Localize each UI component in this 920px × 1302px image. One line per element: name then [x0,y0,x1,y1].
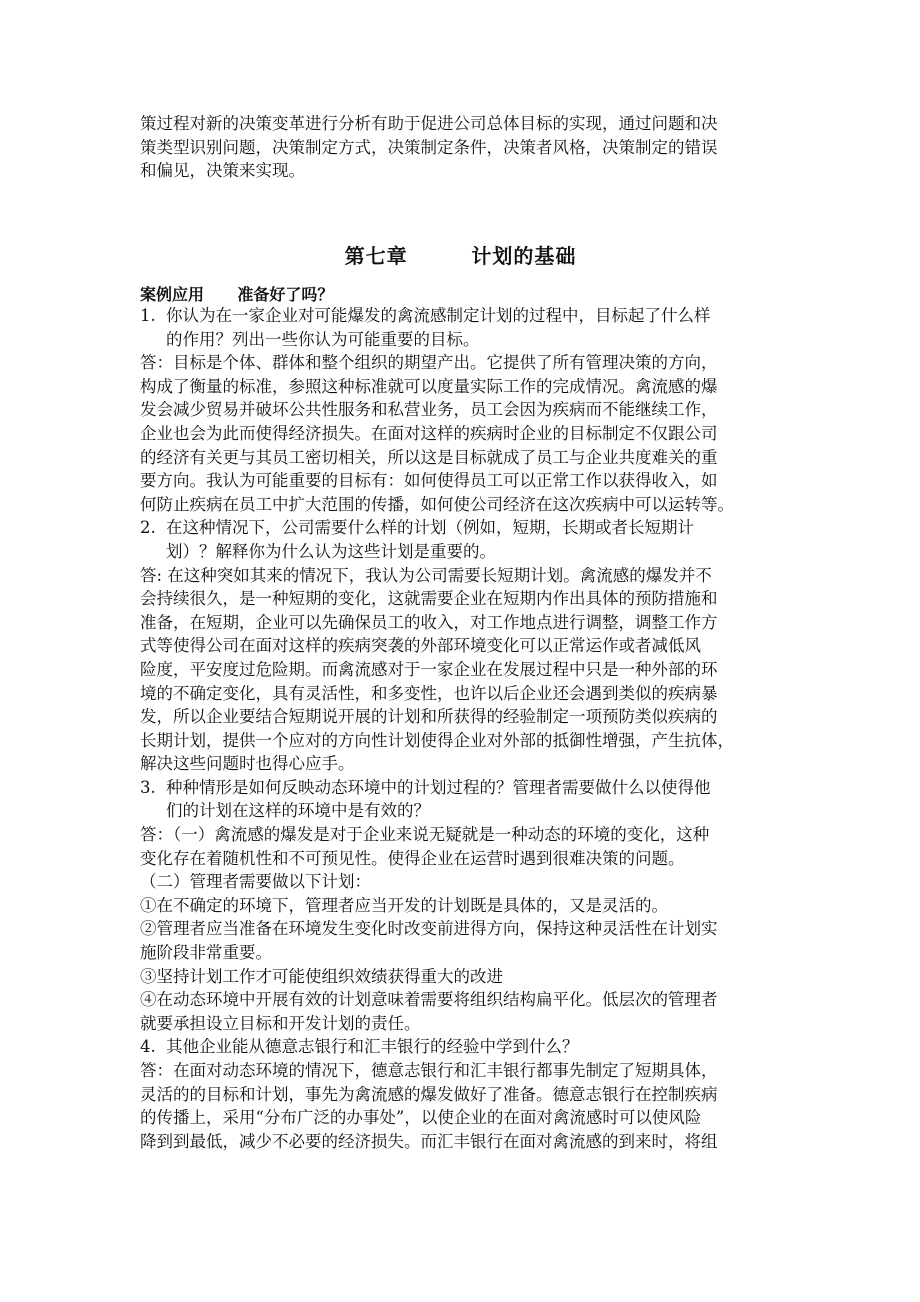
question-1 [140,304,781,351]
text-line: 答：（一）禽流感的爆发是对于企业来说无疑就是一种动态的环境的变化，这种 [140,825,710,845]
answer-2 [140,564,781,776]
question-number: 4. [140,1037,156,1057]
text-line: 境的不确定变化，具有灵活性，和多变性，也许以后企业还会遇到类似的疾病暴 [140,683,718,703]
text-line: ③坚持计划工作才可能使组织效绩获得重大的改进 [140,966,503,986]
text-line: 解决这些问题时也得心应手。 [140,754,355,774]
text-line: 要方向。我认为可能重要的目标有：如何使得员工可以正常工作以获得收入，如 [140,471,718,491]
text-line: 何防止疾病在员工中扩大范围的传播，如何使公司经济在这次疾病中可以运转等。 [140,494,734,514]
text-line: 会持续很久，是一种短期的变化，这就需要企业在短期内作出具体的预防措施和 [140,589,718,609]
answer-3 [140,823,781,1035]
text-line: 险度，平安度过危险期。而禽流感对于一家企业在发展过程中只是一种外部的环 [140,659,718,679]
text-line: 发会减少贸易并破坏公共性服务和私营业务，员工会因为疾病而不能继续工作， [140,400,718,420]
text-line: 长期计划，提供一个应对的方向性计划使得企业对外部的抵御性增强，产生抗体， [140,730,734,750]
text-line: 降到到最低，减少不必要的经济损失。而汇丰银行在面对禽流感的到来时，将组 [140,1131,718,1151]
text-line: 准备，在短期，企业可以先确保员工的收入，对工作地点进行调整，调整工作方 [140,612,718,632]
text-line: 灵活的的目标和计划，事先为禽流感的爆发做好了准备。德意志银行在控制疾病 [140,1084,718,1104]
intro-paragraph [140,112,781,183]
text-line: 划）？解释你为什么认为这些计划是重要的。 [166,541,496,561]
text-line: 的作用？列出一些你认为可能重要的目标。 [166,329,480,349]
question-number: 1. [140,306,156,325]
text-line: 其他企业能从德意志银行和汇丰银行的经验中学到什么？ [166,1037,579,1057]
text-line: 构成了衡量的标准，参照这种标准就可以度量实际工作的完成情况。禽流感的爆 [140,376,718,396]
text-line: 和偏见，决策来实现。 [140,161,305,181]
text-line: ①在不确定的环境下，管理者应当开发的计划既是具体的，又是灵活的。 [140,895,668,915]
question-number: 3. [140,777,156,797]
text-line: ④在动态环境中开展有效的计划意味着需要将组织结构扁平化。低层次的管理者 [140,990,718,1010]
case-heading: 案例应用 准备好了吗？ [140,285,334,304]
question-2 [140,516,781,563]
question-4 [140,1035,781,1059]
text-line: 变化存在着随机性和不可预见性。使得企业在运营时遇到很难决策的问题。 [140,848,685,868]
answer-1 [140,351,781,516]
text-line: 就要承担设立目标和开发计划的责任。 [140,1013,421,1033]
text-line: 答: 在这种突如其来的情况下，我认为公司需要长短期计划。禽流感的爆发并不 [140,565,712,585]
text-line: 的经济有关更与其员工密切相关，所以这是目标就成了员工与企业共度难关的重 [140,447,718,467]
chapter-title: 第七章 计划的基础 [344,244,577,268]
question-number: 2. [140,518,156,538]
text-line: 的传播上，采用“分布广泛的办事处”，以使企业的在面对禽流感时可以使风险 [140,1108,702,1128]
text-line: （二）管理者需要做以下计划： [140,872,371,892]
text-line: 策类型识别问题，决策制定方式，决策制定条件，决策者风格，决策制定的错误 [140,137,718,157]
text-line: 答：在面对动态环境的情况下，德意志银行和汇丰银行都事先制定了短期具体， [140,1061,718,1080]
text-line: 们的计划在这样的环境中是有效的？ [166,801,430,821]
text-line: 种种情形是如何反映动态环境中的计划过程的？管理者需要做什么以使得他 [166,777,711,797]
text-line: 企业也会为此而使得经济损失。在面对这样的疾病时企业的目标制定不仅跟公司 [140,423,718,443]
answer-4 [140,1059,781,1153]
text-line: 在这种情况下，公司需要什么样的计划（例如，短期，长期或者长短期计 [166,518,694,538]
main-content [140,304,781,1153]
text-line: 策过程对新的决策变革进行分析有助于促进公司总体目标的实现，通过问题和决 [140,114,718,133]
text-line: 答：目标是个体、群体和整个组织的期望产出。它提供了所有管理决策的方向， [140,353,718,373]
text-line: 施阶段非常重要。 [140,943,272,963]
text-line: 式等使得公司在面对这样的疾病突袭的外部环境变化可以正常运作或者减低风 [140,636,701,656]
question-3 [140,776,781,823]
text-line: 发，所以企业要结合短期说开展的计划和所获得的经验制定一项预防类似疾病的 [140,707,718,727]
text-line: 你认为在一家企业对可能爆发的禽流感制定计划的过程中，目标起了什么样 [166,306,711,325]
text-line: ②管理者应当准备在环境发生变化时改变前进得方向，保持这种灵活性在计划实 [140,919,718,939]
